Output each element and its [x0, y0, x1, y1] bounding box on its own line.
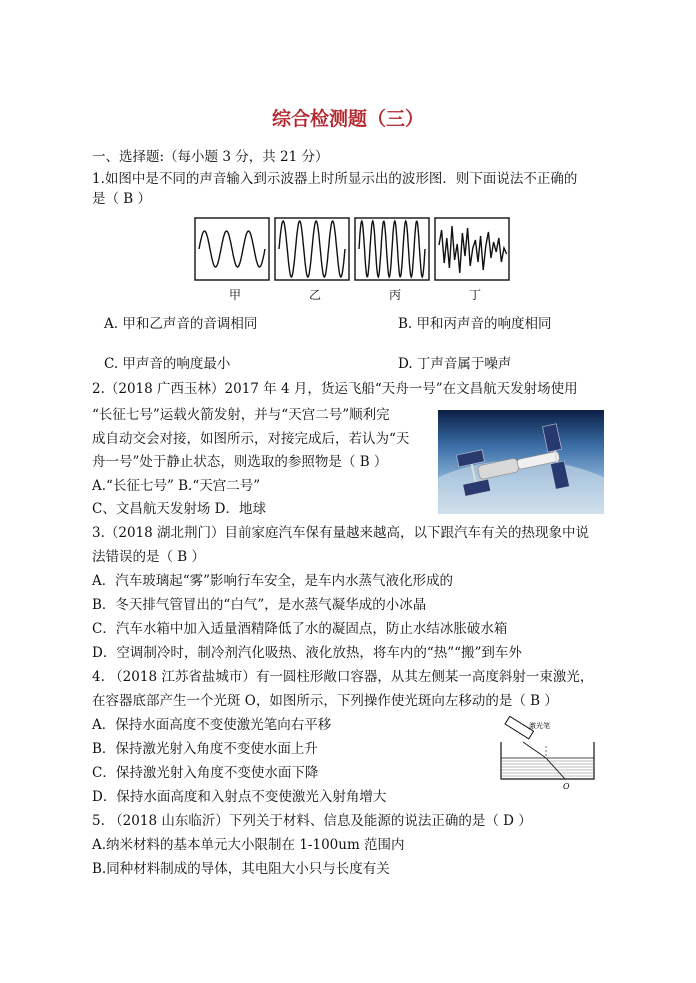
q2-line1: 2.（2018 广西玉林）2017 年 4 月，货运飞船“天舟一号”在文昌航天发射场使用 [92, 381, 578, 397]
q3-line2: 法错误的是（ B ） [92, 549, 206, 565]
q1-option-b: B. 甲和丙声音的响度相同 [398, 316, 552, 332]
light-spot-label: O [563, 782, 570, 791]
waveform-figure [193, 215, 513, 285]
waveform-yi [279, 221, 345, 277]
waveform-label-yi: 乙 [309, 288, 322, 302]
q5-option-a: A.纳米材料的基本单元大小限制在 1-100um 范围内 [92, 837, 405, 853]
waveform-label-ding: 丁 [469, 288, 482, 302]
q1-stem-line1: 1.如图中是不同的声音输入到示波器上时所显示出的波形图．则下面说法不正确的 [92, 171, 578, 187]
q1-option-d: D. 丁声音属于噪声 [398, 356, 512, 372]
q2-options-cd: C、文昌航天发射场 D．地球 [92, 501, 266, 517]
q3-option-a: A．汽车玻璃起“雾”影响行车安全，是车内水蒸气液化形成的 [92, 573, 454, 589]
q1-option-c: C. 甲声音的响度最小 [104, 356, 231, 372]
q2-line4: 舟一号”处于静止状态，则选取的参照物是（ B ） [92, 454, 388, 470]
section-heading: 一、选择题:（每小题 3 分，共 21 分） [92, 149, 329, 165]
q3-option-c: C．汽车水箱中加入适量酒精降低了水的凝固点，防止水结冰胀破水箱 [92, 621, 508, 637]
q1-stem-line2: 是（ B ） [92, 191, 152, 207]
q4-option-a: A．保持水面高度不变使激光笔向右平移 [92, 717, 332, 733]
space-station-image [438, 410, 604, 514]
q2-options-ab: A.“长征七号” B.“天宫二号” [92, 478, 261, 494]
q4-line2: 在容器底部产生一个光斑 O，如图所示，下列操作使光斑向左移动的是（ B ） [92, 693, 558, 709]
q4-option-c: C．保持激光射入角度不变使水面下降 [92, 765, 319, 781]
q5-line1: 5. （2018 山东临沂）下列关于材料、信息及能源的说法正确的是（ D ） [92, 813, 532, 829]
q4-option-d: D．保持水面高度和入射点不变使激光入射角增大 [92, 789, 387, 805]
waveform-label-bing: 丙 [389, 288, 402, 302]
q2-line2: “长征七号”运载火箭发射，并与“天宫二号”顺利完 [92, 407, 390, 423]
q3-option-d: D．空调制冷时，制冷剂汽化吸热、液化放热，将车内的“热”“搬”到车外 [92, 645, 522, 661]
waveform-bing [359, 221, 425, 277]
page-title: 综合检测题（三） [271, 108, 424, 130]
q3-option-b: B．冬天排气管冒出的“白气”，是水蒸气凝华成的小冰晶 [92, 597, 427, 613]
waveform-jia [199, 231, 265, 267]
q5-option-b: B.同种材料制成的导体，其电阻大小只与长度有关 [92, 861, 390, 877]
laser-pen-label: 激光笔 [529, 722, 550, 730]
q2-line3: 成自动交会对接，如图所示，对接完成后，若认为“天 [92, 431, 410, 447]
q4-option-b: B．保持激光射入角度不变使水面上升 [92, 741, 318, 757]
q4-line1: 4. （2018 江苏省盐城市）有一圆柱形敞口容器，从其左侧某一高度斜射一束激光， [92, 669, 594, 685]
waveform-label-jia: 甲 [229, 288, 242, 302]
q3-line1: 3.（2018 湖北荆门）目前家庭汽车保有量越来越高，以下跟汽车有关的热现象中说 [92, 525, 590, 541]
q1-option-a: A. 甲和乙声音的音调相同 [104, 316, 258, 332]
waveform-ding [439, 226, 507, 273]
laser-container-figure [493, 716, 603, 792]
